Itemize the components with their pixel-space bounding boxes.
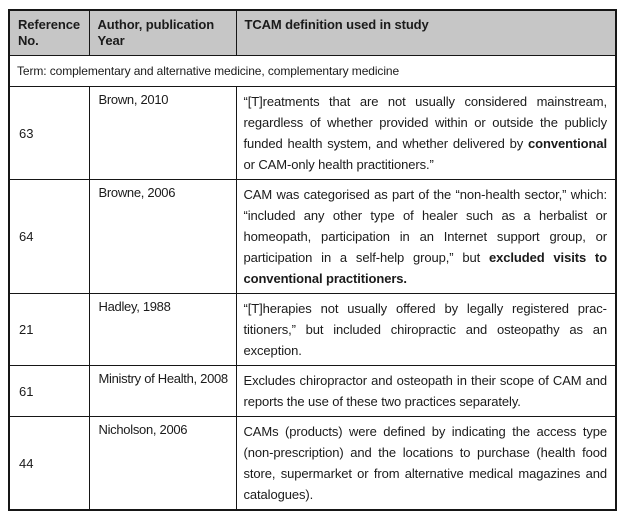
reference-number: 64 (9, 180, 89, 294)
column-header-author-publication-year: Author, publication Year (89, 10, 236, 56)
definition-segment: “[T]herapies not usually offered by legally registered practitioners,” but included chiropractic and osteopathy as an exception. (243, 301, 607, 358)
author-publication: Ministry of Health, 2008 (89, 366, 236, 417)
author-publication: Brown, 2010 (89, 87, 236, 180)
reference-number: 63 (9, 87, 89, 180)
definition-segment: or CAM-only health practitioners.” (243, 157, 434, 172)
tcam-definition-text (236, 87, 616, 180)
reference-number: 21 (9, 294, 89, 366)
table-container (8, 9, 617, 511)
tcam-definition-text (236, 366, 616, 417)
tcam-definitions-table (8, 9, 617, 511)
tcam-definition-text (236, 180, 616, 294)
table-row (9, 180, 616, 294)
column-header-tcam-definition: TCAM definition used in study (236, 10, 616, 56)
reference-number: 61 (9, 366, 89, 417)
definition-segment: Excludes chiropractor and osteopath in their scope of CAM and reports the use of these two practices separately. (243, 373, 607, 409)
table-row (9, 417, 616, 511)
table-row (9, 87, 616, 180)
author-publication: Hadley, 1988 (89, 294, 236, 366)
column-header-reference-no: Reference No. (9, 10, 89, 56)
table-row (9, 366, 616, 417)
tcam-definition-text (236, 294, 616, 366)
author-publication: Browne, 2006 (89, 180, 236, 294)
reference-number: 44 (9, 417, 89, 511)
definition-segment: “[T]reatments that are not usually considered mainstream, regardless of whether provided within or outside the publicly funded health system, and whether delivered by (243, 94, 607, 151)
definition-segment: CAMs (products) were defined by indicating the access type (non-prescription) and the locations to purchase (health food store, supermarket or from alternative medical magazines and catalogues). (243, 424, 607, 502)
definition-emphasis: conventional (528, 136, 607, 151)
author-publication: Nicholson, 2006 (89, 417, 236, 511)
definition-emphasis: excluded visits to conventional practitioners. (243, 250, 608, 286)
table-row (9, 294, 616, 366)
term-row-label: Term: complementary and alternative medicine, complementary medicine (9, 56, 616, 87)
tcam-definition-text (236, 417, 616, 511)
term-row (9, 56, 616, 87)
definition-segment: CAM was categorised as part of the “non-health sector,” which: “included any other type of healer such as a herbalist or homeopath, participation in an Internet support group, or participation in a self-help group,” but (243, 187, 607, 265)
header-row (9, 10, 616, 56)
